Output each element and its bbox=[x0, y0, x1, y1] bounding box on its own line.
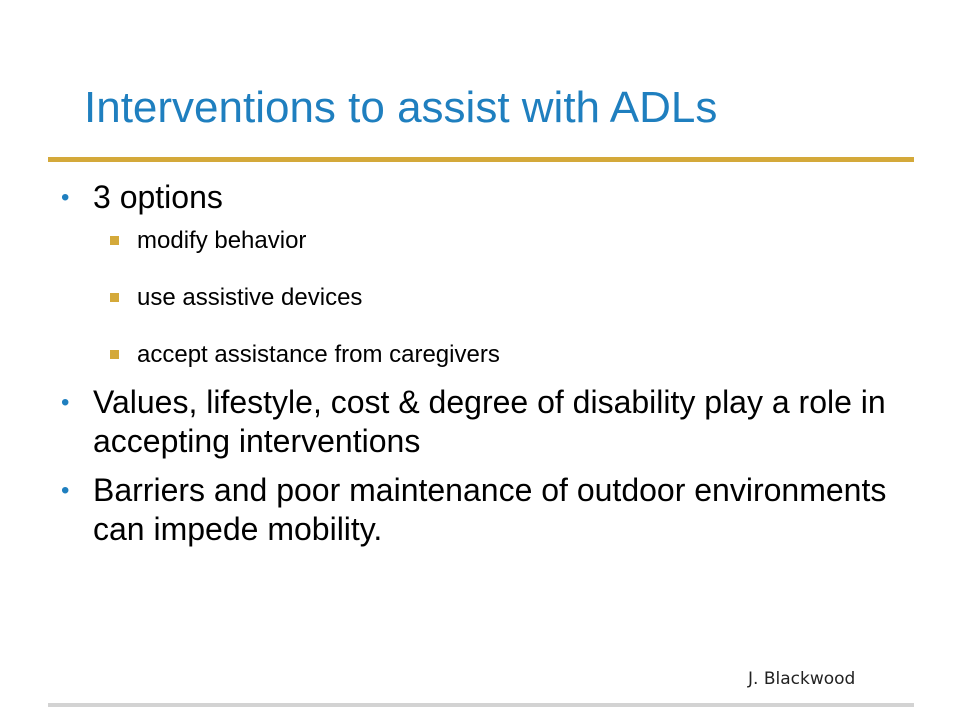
sub-bullet-text: use assistive devices bbox=[137, 284, 363, 311]
bullet-text: Values, lifestyle, cost & degree of disability play a role in accepting interventions bbox=[93, 384, 886, 459]
sub-bullet-item bbox=[60, 341, 920, 369]
footer-divider bbox=[48, 703, 914, 707]
sub-bullet-item bbox=[60, 284, 920, 312]
bullet-dot-icon: • bbox=[61, 184, 70, 211]
bullet-text: Barriers and poor maintenance of outdoor environments can impede mobility. bbox=[93, 472, 887, 547]
bullet-dot-icon: • bbox=[61, 389, 70, 416]
sub-bullet-text: modify behavior bbox=[137, 227, 307, 254]
bullet-item bbox=[60, 178, 920, 217]
bullet-item bbox=[60, 383, 920, 461]
square-bullet-icon bbox=[110, 350, 119, 359]
square-bullet-icon bbox=[110, 236, 119, 245]
bullet-dot-icon: • bbox=[61, 477, 70, 504]
bullet-text: 3 options bbox=[93, 179, 223, 215]
slide-title: Interventions to assist with ADLs bbox=[84, 83, 718, 132]
footer-author: J. Blackwood bbox=[748, 669, 856, 689]
sub-bullet-item bbox=[60, 227, 920, 255]
sub-bullet-text: accept assistance from caregivers bbox=[137, 341, 500, 368]
sub-bullet-list bbox=[60, 227, 920, 369]
bullet-item bbox=[60, 471, 920, 549]
slide-body bbox=[60, 178, 920, 559]
square-bullet-icon bbox=[110, 293, 119, 302]
title-divider bbox=[48, 157, 914, 162]
